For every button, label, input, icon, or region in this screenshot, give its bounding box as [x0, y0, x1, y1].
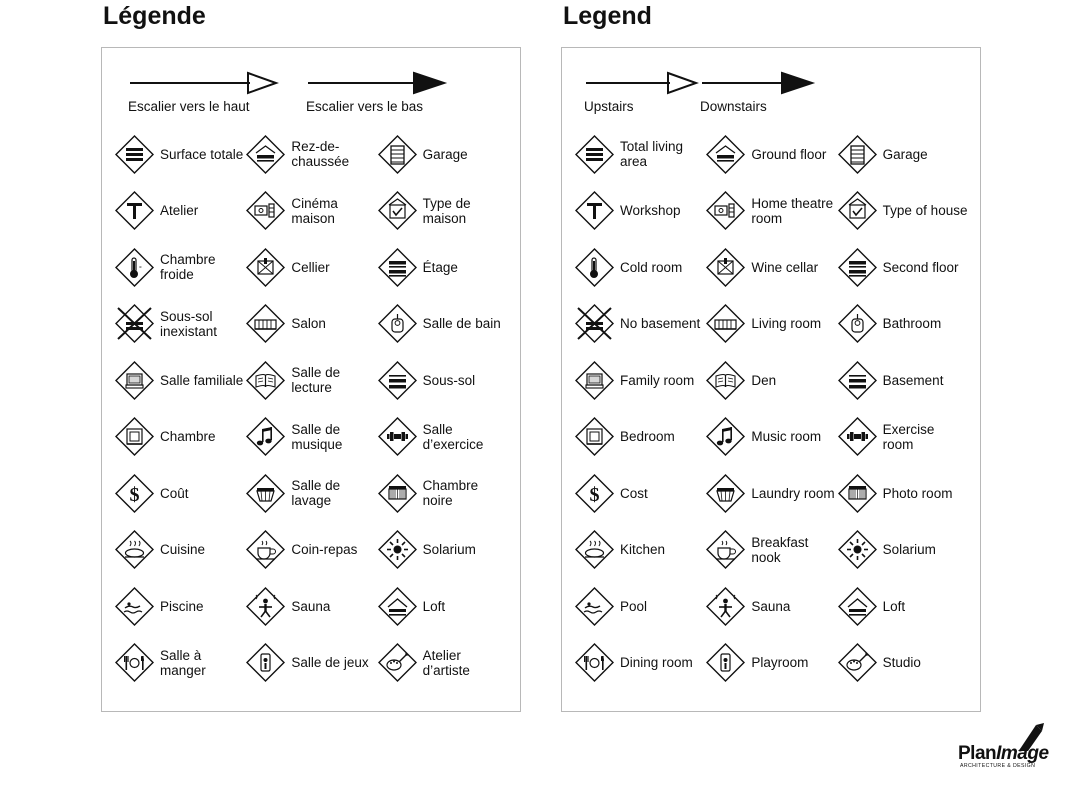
ground-floor-icon — [705, 134, 746, 175]
legend-item — [114, 635, 245, 692]
legend-item-label: Basement — [882, 372, 944, 388]
solarium-icon — [377, 529, 418, 570]
legend-item-label: Kitchen — [620, 542, 666, 558]
arrow-downstairs-en — [700, 70, 822, 114]
legend-item-label: Chambre noire — [422, 478, 479, 509]
legend-item — [377, 183, 508, 240]
legend-item — [245, 296, 376, 353]
legend-item — [245, 522, 376, 579]
arrow-upstairs-en — [584, 70, 704, 114]
svg-text:$: $ — [129, 483, 140, 506]
home-theatre-icon — [245, 190, 286, 231]
cost-icon — [574, 473, 615, 514]
basement-icon — [837, 360, 878, 401]
legend-item-label: Atelier — [160, 203, 199, 219]
legend-item — [837, 352, 968, 409]
legend-item — [574, 578, 705, 635]
legend-item — [377, 126, 508, 183]
arrow-outline-right-icon — [584, 70, 704, 96]
garage-icon — [837, 134, 878, 175]
legend-item-label: Laundry room — [751, 485, 835, 501]
legend-item — [114, 522, 245, 579]
legend-item — [837, 578, 968, 635]
home-theatre-icon — [705, 190, 746, 231]
legend-item — [705, 409, 836, 466]
legend-item — [114, 296, 245, 353]
legend-item-label: Salle d’exercice — [422, 421, 484, 452]
dining-room-icon — [574, 642, 615, 683]
legend-item-label: Total living area — [620, 139, 684, 170]
svg-text:°: ° — [139, 265, 142, 273]
legend-item-label: Wine cellar — [751, 259, 819, 275]
bedroom-icon — [574, 416, 615, 457]
legend-item — [377, 352, 508, 409]
legend-item-label: Type de maison — [422, 195, 471, 226]
total-living-area-icon — [114, 134, 155, 175]
arrow-downstairs-fr — [306, 70, 456, 114]
legend-grid-en — [562, 126, 980, 691]
legend-item-label: Sous-sol inexistant — [160, 308, 218, 339]
page-title-fr: Légende — [103, 2, 206, 30]
living-room-icon — [705, 303, 746, 344]
family-room-icon — [114, 360, 155, 401]
legend-item-label: Étage — [422, 259, 458, 275]
legend-item-label: No basement — [620, 316, 701, 332]
legend-item-label: Workshop — [620, 203, 681, 219]
studio-icon — [837, 642, 878, 683]
family-room-icon — [574, 360, 615, 401]
photo-room-icon — [837, 473, 878, 514]
legend-item — [114, 239, 245, 296]
legend-item — [837, 465, 968, 522]
legend-item-label: Loft — [882, 598, 906, 614]
legend-item — [705, 578, 836, 635]
cold-room-icon — [114, 247, 155, 288]
legend-item — [377, 239, 508, 296]
legend-item-label: Surface totale — [160, 146, 244, 162]
wine-cellar-icon — [245, 247, 286, 288]
logo-tagline: ARCHITECTURE & DESIGN — [960, 763, 1036, 769]
second-floor-icon — [837, 247, 878, 288]
basement-icon — [377, 360, 418, 401]
playroom-icon — [245, 642, 286, 683]
legend-item — [837, 239, 968, 296]
legend-item-label: Salle de jeux — [291, 655, 369, 671]
legend-item — [705, 126, 836, 183]
legend-item-label: Garage — [882, 146, 928, 162]
legend-item — [574, 522, 705, 579]
legend-item — [837, 409, 968, 466]
legend-item — [705, 635, 836, 692]
legend-item-label: Dining room — [620, 655, 693, 671]
solarium-icon — [837, 529, 878, 570]
bedroom-icon — [114, 416, 155, 457]
legend-item-label: Bedroom — [620, 429, 675, 445]
arrow-downstairs-label-en: Downstairs — [700, 99, 767, 114]
kitchen-icon — [574, 529, 615, 570]
legend-item-label: Playroom — [751, 655, 809, 671]
garage-icon — [377, 134, 418, 175]
legend-item — [245, 465, 376, 522]
studio-icon — [377, 642, 418, 683]
legend-item — [245, 409, 376, 466]
legend-item — [837, 522, 968, 579]
legend-item — [705, 239, 836, 296]
legend-item — [377, 409, 508, 466]
pool-icon — [574, 586, 615, 627]
legend-item — [705, 296, 836, 353]
den-icon — [705, 360, 746, 401]
arrow-upstairs-label-fr: Escalier vers le haut — [128, 99, 250, 114]
legend-item-label: Ground floor — [751, 146, 827, 162]
breakfast-nook-icon — [705, 529, 746, 570]
legend-item-label: Cellier — [291, 259, 330, 275]
legend-item-label: Cuisine — [160, 542, 206, 558]
legend-item — [574, 126, 705, 183]
legend-item-label: Loft — [422, 598, 446, 614]
legend-item-label: Home theatre room — [751, 195, 834, 226]
legend-item-label: Salle de bain — [422, 316, 501, 332]
legend-item — [245, 126, 376, 183]
sauna-icon — [245, 586, 286, 627]
legend-item — [245, 239, 376, 296]
planimage-logo — [958, 723, 1066, 771]
legend-item-label: Salle de musique — [291, 421, 343, 452]
legend-item — [114, 183, 245, 240]
no-basement-icon — [114, 303, 155, 344]
photo-room-icon — [377, 473, 418, 514]
bathroom-icon — [377, 303, 418, 344]
playroom-icon — [705, 642, 746, 683]
legend-item-label: Living room — [751, 316, 822, 332]
cold-room-icon — [574, 247, 615, 288]
legend-item-label: Chambre — [160, 429, 216, 445]
workshop-icon — [574, 190, 615, 231]
svg-text:$: $ — [589, 483, 600, 506]
page-title-en: Legend — [563, 2, 652, 30]
cost-icon — [114, 473, 155, 514]
arrow-upstairs-label-en: Upstairs — [584, 99, 634, 114]
legend-item — [377, 465, 508, 522]
arrow-outline-right-icon — [128, 70, 288, 96]
legend-item-label: Piscine — [160, 598, 204, 614]
legend-item-label: Salon — [291, 316, 326, 332]
exercise-room-icon — [377, 416, 418, 457]
legend-item-label: Sauna — [751, 598, 791, 614]
legend-item — [705, 352, 836, 409]
legend-item — [837, 296, 968, 353]
legend-item — [245, 352, 376, 409]
legend-item-label: Exercise room — [882, 421, 935, 452]
loft-icon — [837, 586, 878, 627]
legend-item — [377, 635, 508, 692]
legend-item — [377, 578, 508, 635]
legend-item — [245, 183, 376, 240]
legend-item-label: Sous-sol — [422, 372, 476, 388]
legend-item-label: Bathroom — [882, 316, 942, 332]
laundry-room-icon — [705, 473, 746, 514]
legend-item-label: Salle à manger — [160, 647, 206, 678]
legend-item-label: Photo room — [882, 485, 953, 501]
legend-item — [705, 183, 836, 240]
legend-item-label: Coût — [160, 485, 189, 501]
legend-item-label: Cinéma maison — [291, 195, 338, 226]
no-basement-icon — [574, 303, 615, 344]
legend-item-label: Salle de lavage — [291, 478, 341, 509]
logo-name-part1: Plan — [958, 743, 997, 764]
exercise-room-icon — [837, 416, 878, 457]
arrow-solid-right-icon — [306, 70, 456, 96]
breakfast-nook-icon — [245, 529, 286, 570]
legend-item — [837, 126, 968, 183]
legend-item-label: Pool — [620, 598, 648, 614]
legend-item-label: Coin-repas — [291, 542, 358, 558]
logo-wordmark — [958, 743, 1049, 765]
living-room-icon — [245, 303, 286, 344]
legend-item — [245, 578, 376, 635]
arrow-upstairs-fr — [128, 70, 288, 114]
dining-room-icon — [114, 642, 155, 683]
legend-item — [377, 522, 508, 579]
legend-item-label: Salle de lecture — [291, 365, 341, 396]
legend-item-label: Rez-de-chaussée — [291, 139, 350, 170]
legend-item-label: Breakfast nook — [751, 534, 809, 565]
legend-item-label: Family room — [620, 372, 695, 388]
ground-floor-icon — [245, 134, 286, 175]
legend-item — [705, 522, 836, 579]
legend-item-label: Solarium — [882, 542, 936, 558]
music-room-icon — [705, 416, 746, 457]
kitchen-icon — [114, 529, 155, 570]
legend-item — [114, 126, 245, 183]
second-floor-icon — [377, 247, 418, 288]
total-living-area-icon — [574, 134, 615, 175]
type-of-house-icon — [377, 190, 418, 231]
legend-item — [837, 183, 968, 240]
legend-item — [114, 578, 245, 635]
wine-cellar-icon — [705, 247, 746, 288]
type-of-house-icon — [837, 190, 878, 231]
legend-item-label: Studio — [882, 655, 921, 671]
legend-item — [574, 352, 705, 409]
legend-item — [574, 183, 705, 240]
legend-item — [574, 635, 705, 692]
legend-item-label: Chambre froide — [160, 252, 216, 283]
legend-item-label: Solarium — [422, 542, 476, 558]
legend-item-label: Cold room — [620, 259, 683, 275]
legend-item — [574, 409, 705, 466]
legend-item-label: Second floor — [882, 259, 959, 275]
legend-grid-fr — [102, 126, 520, 691]
legend-item-label: Type of house — [882, 203, 968, 219]
legend-item — [837, 635, 968, 692]
legend-item — [377, 296, 508, 353]
laundry-room-icon — [245, 473, 286, 514]
legend-item-label: Sauna — [291, 598, 331, 614]
legend-item-label: Salle familiale — [160, 372, 244, 388]
legend-item — [114, 465, 245, 522]
legend-item-label: Garage — [422, 146, 468, 162]
bathroom-icon — [837, 303, 878, 344]
sauna-icon — [705, 586, 746, 627]
legend-panel-fr — [101, 47, 521, 712]
legend-item — [705, 465, 836, 522]
legend-item — [574, 465, 705, 522]
legend-item — [114, 409, 245, 466]
loft-icon — [377, 586, 418, 627]
legend-item — [574, 296, 705, 353]
pool-icon — [114, 586, 155, 627]
legend-item-label: Den — [751, 372, 777, 388]
legend-item-label: Music room — [751, 429, 822, 445]
arrow-downstairs-label-fr: Escalier vers le bas — [306, 99, 424, 114]
legend-item-label: Cost — [620, 485, 648, 501]
den-icon — [245, 360, 286, 401]
logo-name-part2: Image — [996, 743, 1049, 764]
legend-item — [245, 635, 376, 692]
legend-item-label: Atelier d’artiste — [422, 647, 470, 678]
legend-panel-en — [561, 47, 981, 712]
legend-item — [114, 352, 245, 409]
music-room-icon — [245, 416, 286, 457]
legend-item — [574, 239, 705, 296]
workshop-icon — [114, 190, 155, 231]
arrow-solid-right-icon — [700, 70, 822, 96]
